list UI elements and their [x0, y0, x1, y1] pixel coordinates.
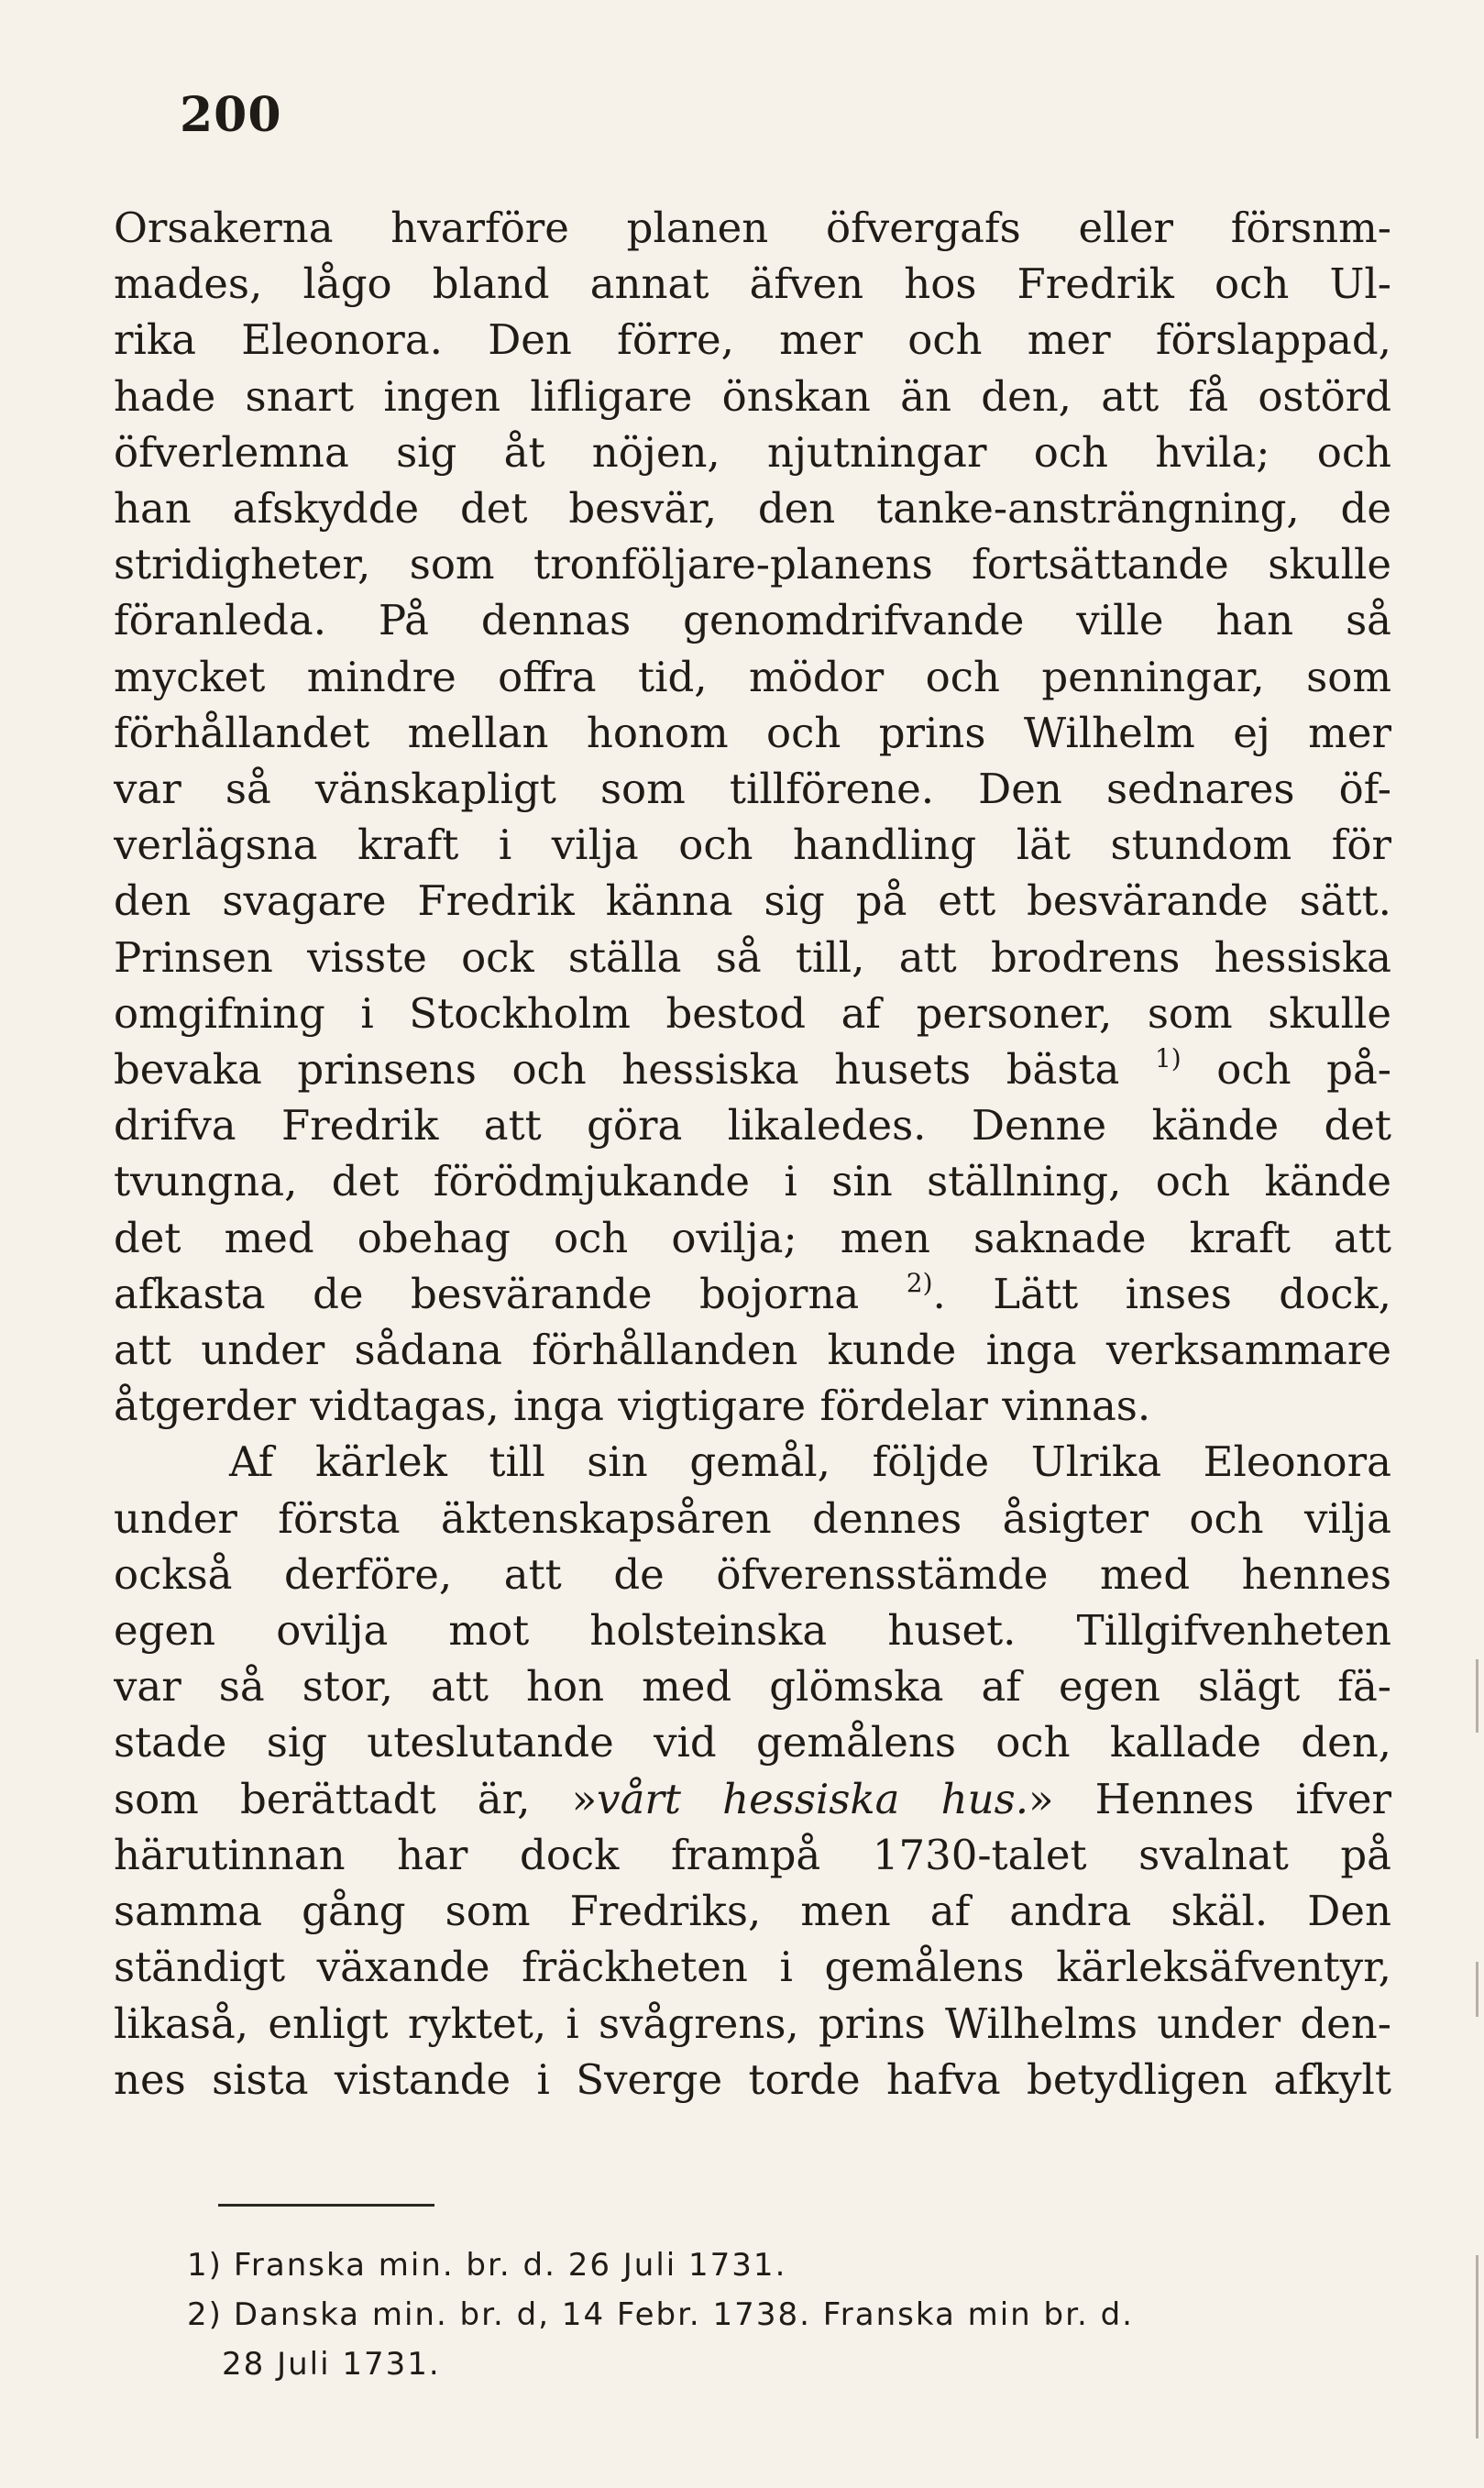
page-edge-mark	[1476, 1659, 1479, 1733]
footnote-text: Danska min. br. d, 14 Febr. 1738. Franska min br. d.	[233, 2296, 1134, 2333]
text-line-with-note	[114, 1041, 1391, 1097]
text-fragment: . Lätt inses dock,	[932, 1269, 1391, 1318]
text-line-with-note	[114, 1266, 1391, 1322]
text-line: Orsakerna hvarföre planen öfvergafs eller försnm-	[114, 204, 1391, 252]
text-fragment: bevaka prinsens och hessiska husets bästa	[114, 1045, 1120, 1095]
body-text	[114, 200, 1391, 2108]
text-line: mades, lågo bland annat äfven hos Fredrik och Ul-	[114, 259, 1391, 309]
text-line: nes sista vistande i Sverge torde hafva betydligen afkylt	[114, 2054, 1391, 2104]
text-line: drifva Fredrik att göra likaledes. Denne kände det	[114, 1101, 1391, 1150]
page-edge-mark	[1476, 1962, 1479, 2017]
text-line: var så vänskapligt som tillförene. Den sednares öf-	[114, 765, 1391, 814]
text-line: föranleda. På dennas genomdrifvande ville han så	[114, 596, 1391, 645]
text-fragment: som berättadt är, »	[114, 1774, 598, 1823]
text-line: rika Eleonora. Den förre, mer och mer förslappad,	[114, 315, 1391, 365]
text-line: verlägsna kraft i vilja och handling lät stundom för	[114, 820, 1391, 870]
paragraph-first-line	[114, 1434, 1391, 1490]
text-line: det med obehag och ovilja; men saknade kraft att	[114, 1213, 1391, 1262]
text-line: samma gång som Fredriks, men af andra skäl. Den	[114, 1887, 1391, 1936]
text-line: under första äktenskapsåren dennes åsigter och vilja	[114, 1493, 1391, 1543]
text-line: tvungna, det förödmjukande i sin ställning, och kände	[114, 1157, 1391, 1206]
text-line: den svagare Fredrik känna sig på ett besvärande sätt.	[114, 876, 1391, 926]
text-line: förhållandet mellan honom och prins Wilhelm ej mer	[114, 708, 1391, 757]
page-number: 200	[180, 87, 282, 143]
footnotes	[187, 2240, 1379, 2389]
footnote-ref-1[interactable]: 1)	[1154, 1043, 1182, 1074]
text-fragment: » Hennes ifver	[1028, 1774, 1391, 1823]
text-fragment: afkasta de besvärande bojorna	[114, 1269, 860, 1318]
footnote-2	[187, 2290, 1379, 2339]
text-line: likaså, enligt ryktet, i svågrens, prins Wilhelms under den-	[114, 1998, 1391, 2048]
text-line: Prinsen visste ock ställa så till, att brodrens hessiska	[114, 932, 1391, 982]
footnote-ref-2[interactable]: 2)	[906, 1267, 933, 1298]
text-line: hade snart ingen lifligare önskan än den, att få ostörd	[114, 371, 1391, 421]
text-line: omgifning i Stockholm bestod af personer, som skulle	[114, 988, 1391, 1038]
footnote-1	[187, 2240, 1379, 2290]
italic-quote: vårt hessiska hus.	[597, 1774, 1029, 1823]
text-line: stade sig uteslutande vid gemålens och kallade den,	[114, 1718, 1391, 1767]
text-line: mycket mindre offra tid, mödor och penningar, som	[114, 652, 1391, 701]
text-line: härutinnan har dock frampå 1730-talet svalnat på	[114, 1830, 1391, 1879]
footnote-marker: 1)	[187, 2247, 223, 2284]
text-line: åtgerder vidtagas, inga vigtigare fördelar vinnas.	[114, 1382, 1151, 1431]
text-line: ständigt växande fräckheten i gemålens kärleksäfventyr,	[114, 1943, 1391, 1992]
footnote-divider	[218, 2204, 434, 2207]
text-line-with-quote	[114, 1771, 1391, 1827]
text-line: var så stor, att hon med glömska af egen slägt fä-	[114, 1662, 1391, 1712]
text-line: öfverlemna sig åt nöjen, njutningar och hvila; och	[114, 427, 1391, 477]
footnote-marker: 2)	[187, 2296, 223, 2333]
text-fragment: och på-	[1181, 1045, 1391, 1095]
text-line: stridigheter, som tronföljare-planens fortsättande skulle	[114, 540, 1391, 589]
text-fragment: Af kärlek till sin gemål, följde Ulrika Eleonora	[229, 1437, 1391, 1487]
text-line: han afskydde det besvär, den tanke-ansträngning, de	[114, 484, 1391, 534]
footnote-text: Franska min. br. d. 26 Juli 1731.	[233, 2247, 787, 2284]
footnote-2-continuation: 28 Juli 1731.	[222, 2346, 441, 2383]
text-line: att under sådana förhållanden kunde inga verksammare	[114, 1326, 1391, 1375]
text-line: egen ovilja mot holsteinska huset. Tillgifvenheten	[114, 1606, 1391, 1656]
page-edge-mark	[1476, 2255, 1479, 2438]
text-line: också derföre, att de öfverensstämde med hennes	[114, 1549, 1391, 1599]
